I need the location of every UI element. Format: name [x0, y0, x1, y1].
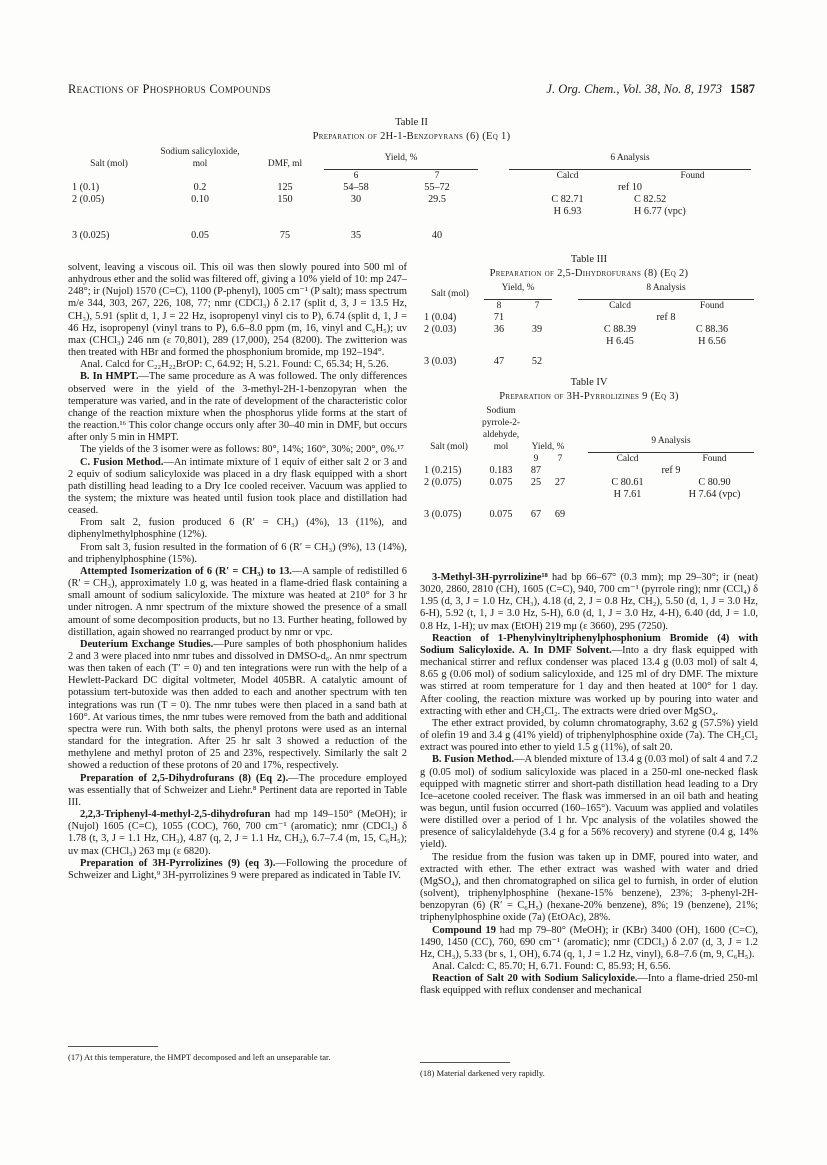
paragraph: [68, 444, 407, 456]
paragraph: [420, 572, 758, 633]
table-row: 3 (0.03) 47 52: [424, 356, 543, 367]
table-4-grid: Salt (mol) Sodium pyrrole-2-aldehyde, mol Yield, % 9 Analysis 9 7 Calcd Found 1 (0.215) 0.183 87 ref 9 2 (0.075) 0.075 25 27 C 80.61 C 80.90 H 7.61 H 7.64 (vpc) 3 (0.075) 0.075 67 69: [420, 405, 758, 521]
paragraph-heading: Reaction of 1-Phenylvinyltriphenylphosphonium Bromide (4) with Sodium Salicyloxide. A. In DMF Solvent.: [420, 632, 758, 656]
paragraph-heading: 3-Methyl-3H-pyrrolizine¹⁸: [432, 572, 548, 583]
paragraph: [68, 371, 407, 444]
paragraph-heading: Deuterium Exchange Studies.: [80, 638, 214, 650]
paragraph: [68, 517, 407, 541]
paragraph-heading: B. Fusion Method.: [432, 754, 515, 766]
table-4-number: Table IV: [570, 377, 608, 388]
paragraph-heading: C. Fusion Method.: [80, 456, 164, 468]
paragraph: [68, 542, 407, 566]
table-2-header: [68, 146, 755, 170]
journal-reference: J. Org. Chem., Vol. 38, No. 8, 1973: [546, 82, 722, 96]
table-row: H 7.61 H 7.64 (vpc): [613, 489, 741, 500]
col-found: Found: [680, 171, 705, 181]
col-calcd: Calcd: [556, 171, 579, 181]
paragraph: [420, 754, 758, 851]
paragraph: [68, 639, 407, 773]
paragraph: [68, 858, 407, 882]
paragraph: [420, 718, 758, 754]
paragraph: [68, 566, 407, 639]
col-sodium: Sodium salicyloxide, mol: [160, 147, 240, 169]
paragraph-text: had mp 149–150° (MeOH); ir (Nujol) 1605 (C=C), 1055 (COC), 760, 700 cm⁻¹ (aromatic); nmr (CDCl₃) δ 1.78 (t, 3, J = 1.1 Hz, CH₃), 4.87 (q, 2, J = 1.1 Hz, CH₂), 6.7–7.4 (m, 15, C₆H₅); uv max (CHCl₃) 263 mμ (ε 6820).: [68, 809, 407, 857]
paragraph-text: solvent, leaving a viscous oil. This oil was then slowly poured into 500 ml of anhydrous ether and the solid was filtered off, giving a 10% yield of 10: mp 247–248°; ir (Nujol) 1570 (C=C), 1100 (P-phenyl), 1005 cm⁻¹ (P salt); mass spectrum m/e 344, 303, 267, 226, 108, 77; nmr (CDCl₃) δ 2.17 (split d, 3, J = 13.5 Hz, CH₃), 5.91 (split d, 1, J = 22 Hz, isopropenyl vinyl cis to P), 6.74 (split d, 1, J = 46 Hz, isopropenyl (vinyl trans to P), 6.6–8.0 ppm (m, 16, vinyl and C₆H₅); uv max (CHCl₃) 246 nm (ε 70,801), 289 (17,000), 254 (8200). The zwitterion was then treated with HBr and formed the phosphonium bromide, mp 192–194°.: [68, 262, 407, 359]
table-row: H 6.93 H 6.77 (vpc): [553, 206, 686, 217]
paragraph-text: —Pure samples of both phosphonium halides 2 and 3 were placed into nmr tubes and dissolved in DMSO-d₆. An nmr spectrum was then taken of each (T′ = 0) and ten integrations were run with the help of a Hewlett-Packard DC digital voltmeter, Model 405BR. A catalytic amount of potassium tert-butoxide was then added to each and another spectrum with ten integrations was run (T = 0). The nmr tubes were then placed in a sand bath at 160°. At various times, the nmr tubes were removed from the bath and additional spectra were run. With both salts, the phenyl protons were used as an internal standard for the integration. After 25 hr salt 3 showed a reduction of the methylene and methyl proton of 25 and 23%, respectively. Similarly the salt 2 showed a reduction of these protons of 20 and 17%, respectively.: [68, 638, 407, 772]
paragraph-text: The ether extract provided, by column chromatography, 3.62 g (57.5%) yield of olefin 19 and 3.4 g (41% yield) of triphenylphosphine oxide (7a). The CH₂Cl₂ extract was poured into ether to yield 1.5 g (11%), of salt 20.: [420, 717, 758, 754]
table-3-number: Table III: [570, 254, 608, 265]
col-salt: Salt (mol): [90, 159, 128, 169]
paragraph-text: Anal. Calcd for C₂₂H₂₂BrOP: C, 64.92; H, 5.21. Found: C, 65.34; H, 5.26.: [80, 359, 389, 371]
paragraph-text: The yields of the 3 isomer were as follows: 80°, 14%; 160°, 30%; 200°, 0%.¹⁷: [80, 444, 404, 456]
right-column: [420, 572, 758, 997]
table-3-header: Salt (mol) Yield, % 8 Analysis: [420, 282, 758, 300]
paragraph-text: —The same procedure as A was followed. The only differences observed were in the yield of the 3-methyl-2H-1-benzopyran when the temperature was varied, and in the rate of development of the characteristic color change of the reaction mixture when the phosphorus ylide forms at the start of the reaction.¹⁶ This color change occurs only after 30–40 min in DMF, but occurs after only 5 min in HMPT.: [68, 371, 407, 444]
table-row: 2 (0.075) 0.075 25 27 C 80.61 C 80.90: [424, 477, 731, 488]
paragraph-heading: B. In HMPT.: [80, 371, 139, 383]
running-header: [68, 82, 755, 100]
paragraph: [420, 961, 758, 973]
paragraph: [68, 809, 407, 858]
left-column: [68, 262, 407, 882]
table-row: H 6.45 H 6.56: [606, 336, 726, 347]
col-yield-6: 6: [353, 171, 359, 181]
footnote-rule-right: [420, 1062, 510, 1063]
paragraph: [68, 359, 407, 371]
table-2-subheader: [68, 170, 755, 182]
paragraph-text: —The procedure employed was essentially that of Schweizer and Liehr.⁸ Pertinent data are reported in Table III.: [68, 772, 407, 808]
footnote-17: (17) At this temperature, the HMPT decomposed and left an unseparable tar.: [68, 1052, 331, 1062]
paragraph-text: The residue from the fusion was taken up in DMF, poured into water, and extracted with ether. The ether extract was washed with water and dried (MgSO₄), and then chromatographed on silica gel to furnish, in order of elution (solvent), triphenylphosphine (hexane-15% benzene), 23%; 3-phenyl-2H-benzopyran (6) (R′ = C₆H₅) (hexane-20% benzene), 8%; 19 (benzene), 21%; triphenylphosphine oxide (7a) (EtOAc), 28%.: [420, 851, 758, 924]
table-2-number: Table II: [395, 117, 428, 128]
paragraph: [420, 925, 758, 961]
paragraph-text: had mp 79–80° (MeOH); ir (KBr) 3400 (OH), 1600 (C=C), 1490, 1450 (CC), 760, 690 cm⁻¹ (aromatic); nmr (CDCl₃) δ 2.07 (d, 3, J = 1.2 Hz, CH₃), 5.33 (br s, 1, OH), 6.74 (q, 1, J = 1.2 Hz, vinyl), 6.8–7.6 (m, 9, C₆H₅).: [420, 924, 759, 960]
table-3-title: Preparation of 2,5-Dihydrofurans (8) (Eq 2): [489, 268, 689, 279]
paragraph-text: —Into a flame-dried 250-ml flask equipped with reflux condenser and mechanical: [420, 973, 759, 997]
paragraph-heading: Preparation of 3H-Pyrrolizines (9) (eq 3).: [80, 857, 276, 869]
paragraph-text: —An intimate mixture of 1 equiv of either salt 2 or 3 and 2 equiv of sodium salicyloxide was placed in a dry flask equipped with a short path distilling head leading to a Dry Ice cooled receiver. Vacuum was applied to the system; the mixture was heated until fusion took place and distillation had ceased.: [68, 456, 407, 517]
col-yield-7: 7: [434, 171, 440, 181]
table-4: [420, 377, 758, 521]
running-title: Reactions of Phosphorus Compounds: [68, 82, 271, 96]
table-3-grid: Salt (mol) Yield, % 8 Analysis 8 7 Calcd Found 1 (0.04) 71 ref 8 2 (0.03) 36 39 C 88.39 C 88.36 H 6.45 H 6.56 3 (0.03) 47 52: [420, 282, 758, 368]
paragraph: [420, 973, 758, 997]
col-analysis: [505, 146, 755, 170]
paragraph-heading: 2,2,3-Triphenyl-4-methyl-2,5-dihydrofuran: [80, 809, 271, 821]
paragraph: [68, 262, 407, 359]
page-number: 1587: [730, 82, 755, 96]
paragraph-text: Anal. Calcd: C, 85.70; H, 6.71. Found: C, 85.93; H, 6.56.: [432, 961, 671, 972]
table-row: 3 (0.025) 0.05 75 35 40: [72, 230, 443, 241]
paragraph: [68, 773, 407, 809]
paragraph-heading: Compound 19: [432, 924, 496, 936]
paragraph-heading: Preparation of 2,5-Dihydrofurans (8) (Eq 2).: [80, 772, 289, 784]
table-row: 1 (0.04) 71 ref 8: [424, 312, 676, 323]
paragraph-heading: Attempted Isomerization of 6 (R′ = CH₃) to 13.: [80, 565, 292, 577]
table-row: 2 (0.03) 36 39 C 88.39 C 88.36: [424, 324, 729, 335]
footnote-rule-left: [68, 1046, 158, 1047]
table-3: [420, 254, 758, 368]
yield-label: Yield, %: [384, 153, 418, 163]
paragraph: [420, 633, 758, 718]
paragraph-text: had bp 66–67° (0.3 mm); mp 29–30°; ir (neat) 3020, 2860, 2810 (CH), 1605 (C=C), 940, 700 cm⁻¹ (pyrrole ring); nmr (CCl₄) δ 1.95 (d, 3, J = 1.0 Hz, CH₃), 4.18 (d, 2, J = 0.8 Hz, CH₂), 5.50 (d, 1, J = 3.0 Hz, 6-H), 5.92 (t, 1, J = 3.0 Hz, 5-H), 6.0 (d, 1, J = 3.0 Hz, 4-H), 6.40 (dd, J = 1.0, 0.8 Hz, 1-H); uv max (EtOH) 219 mμ (ε 3660), 295 (7250).: [420, 572, 758, 632]
col-yield: [320, 146, 482, 170]
paragraph-text: —Following the procedure of Schweizer and Light,⁹ 3H-pyrrolizines 9 were prepared as indicated in Table IV.: [68, 857, 407, 881]
table-row: 1 (0.1) 0.2 125 54–58 55–72 ref 10: [72, 182, 643, 193]
col-dmf: DMF, ml: [267, 159, 303, 169]
paragraph-text: —A blended mixture of 13.4 g (0.03 mol) of salt 4 and 7.2 g (0.05 mol) of sodium salicyloxide was placed in a 250-ml one-necked flask equipped with magnetic stirrer and short-path distillation head leading to a Dry Ice–acetone cooled receiver. The flask was immersed in an oil bath and heating was begun, until fusion occurred (160–165°). Vacuum was applied and volatiles were distilled over a period of 1 hr. Vpc analysis of the volatiles showed the presence of salicylaldehyde (3.4 g for a 56% recovery) and styrene (0.4 g, 14% yield).: [420, 754, 758, 851]
table-row: 2 (0.05) 0.10 150 30 29.5 C 82.71 C 82.52: [72, 194, 667, 205]
analysis-label: 6 Analysis: [610, 153, 650, 163]
paragraph: [420, 852, 758, 925]
table-2-grid: [68, 146, 755, 242]
table-2: [68, 117, 755, 242]
paragraph-text: —A sample of redistilled 6 (R′ = CH₃), approximately 1.0 g, was heated in a flame-dried flask containing a small amount of sodium salicyloxide. The mixture was heated at 210° for 3 hr under nitrogen. A nmr spectrum of the mixture showed the presence of a small amount of some decomposition products, but no 13. Further heating, followed by distillation, again showed no rearranged product by nmr or vpc.: [68, 565, 408, 638]
paragraph-text: —Into a dry flask equipped with mechanical stirrer and reflux condenser was placed 13.4 g (0.03 mol) of salt 4, 8.65 g (0.06 mol) of sodium salicyloxide, and 125 ml of dry DMF. The mixture was stirred at room temperature for 1 day and then heated at 100° for 1 day. After cooling, the reaction mixture was worked up by pouring into water and extracting with ether and CH₂Cl₂. The extracts were dried over MgSO₄.: [420, 644, 758, 717]
journal-citation: [546, 82, 755, 97]
table-4-header: Salt (mol) Sodium pyrrole-2-aldehyde, mol Yield, % 9 Analysis: [420, 405, 758, 453]
paragraph: [68, 457, 407, 518]
table-4-title: Preparation of 3H-Pyrrolizines 9 (Eq 3): [499, 391, 679, 402]
table-row: 3 (0.075) 0.075 67 69: [424, 509, 566, 520]
table-2-title: Preparation of 2H-1-Benzopyrans (6) (Eq 1): [312, 131, 511, 142]
table-row: 1 (0.215) 0.183 87 ref 9: [424, 465, 681, 476]
footnote-18: (18) Material darkened very rapidly.: [420, 1068, 545, 1078]
paragraph-heading: Reaction of Salt 20 with Sodium Salicyloxide.: [432, 973, 638, 985]
paragraph-text: From salt 2, fusion produced 6 (R′ = CH₃) (4%), 13 (11%), and diphenylmethylphosphine (12%).: [68, 517, 407, 541]
paragraph-text: From salt 3, fusion resulted in the formation of 6 (R′ = CH₃) (9%), 13 (14%), and triphenylphosphine (15%).: [68, 541, 407, 565]
